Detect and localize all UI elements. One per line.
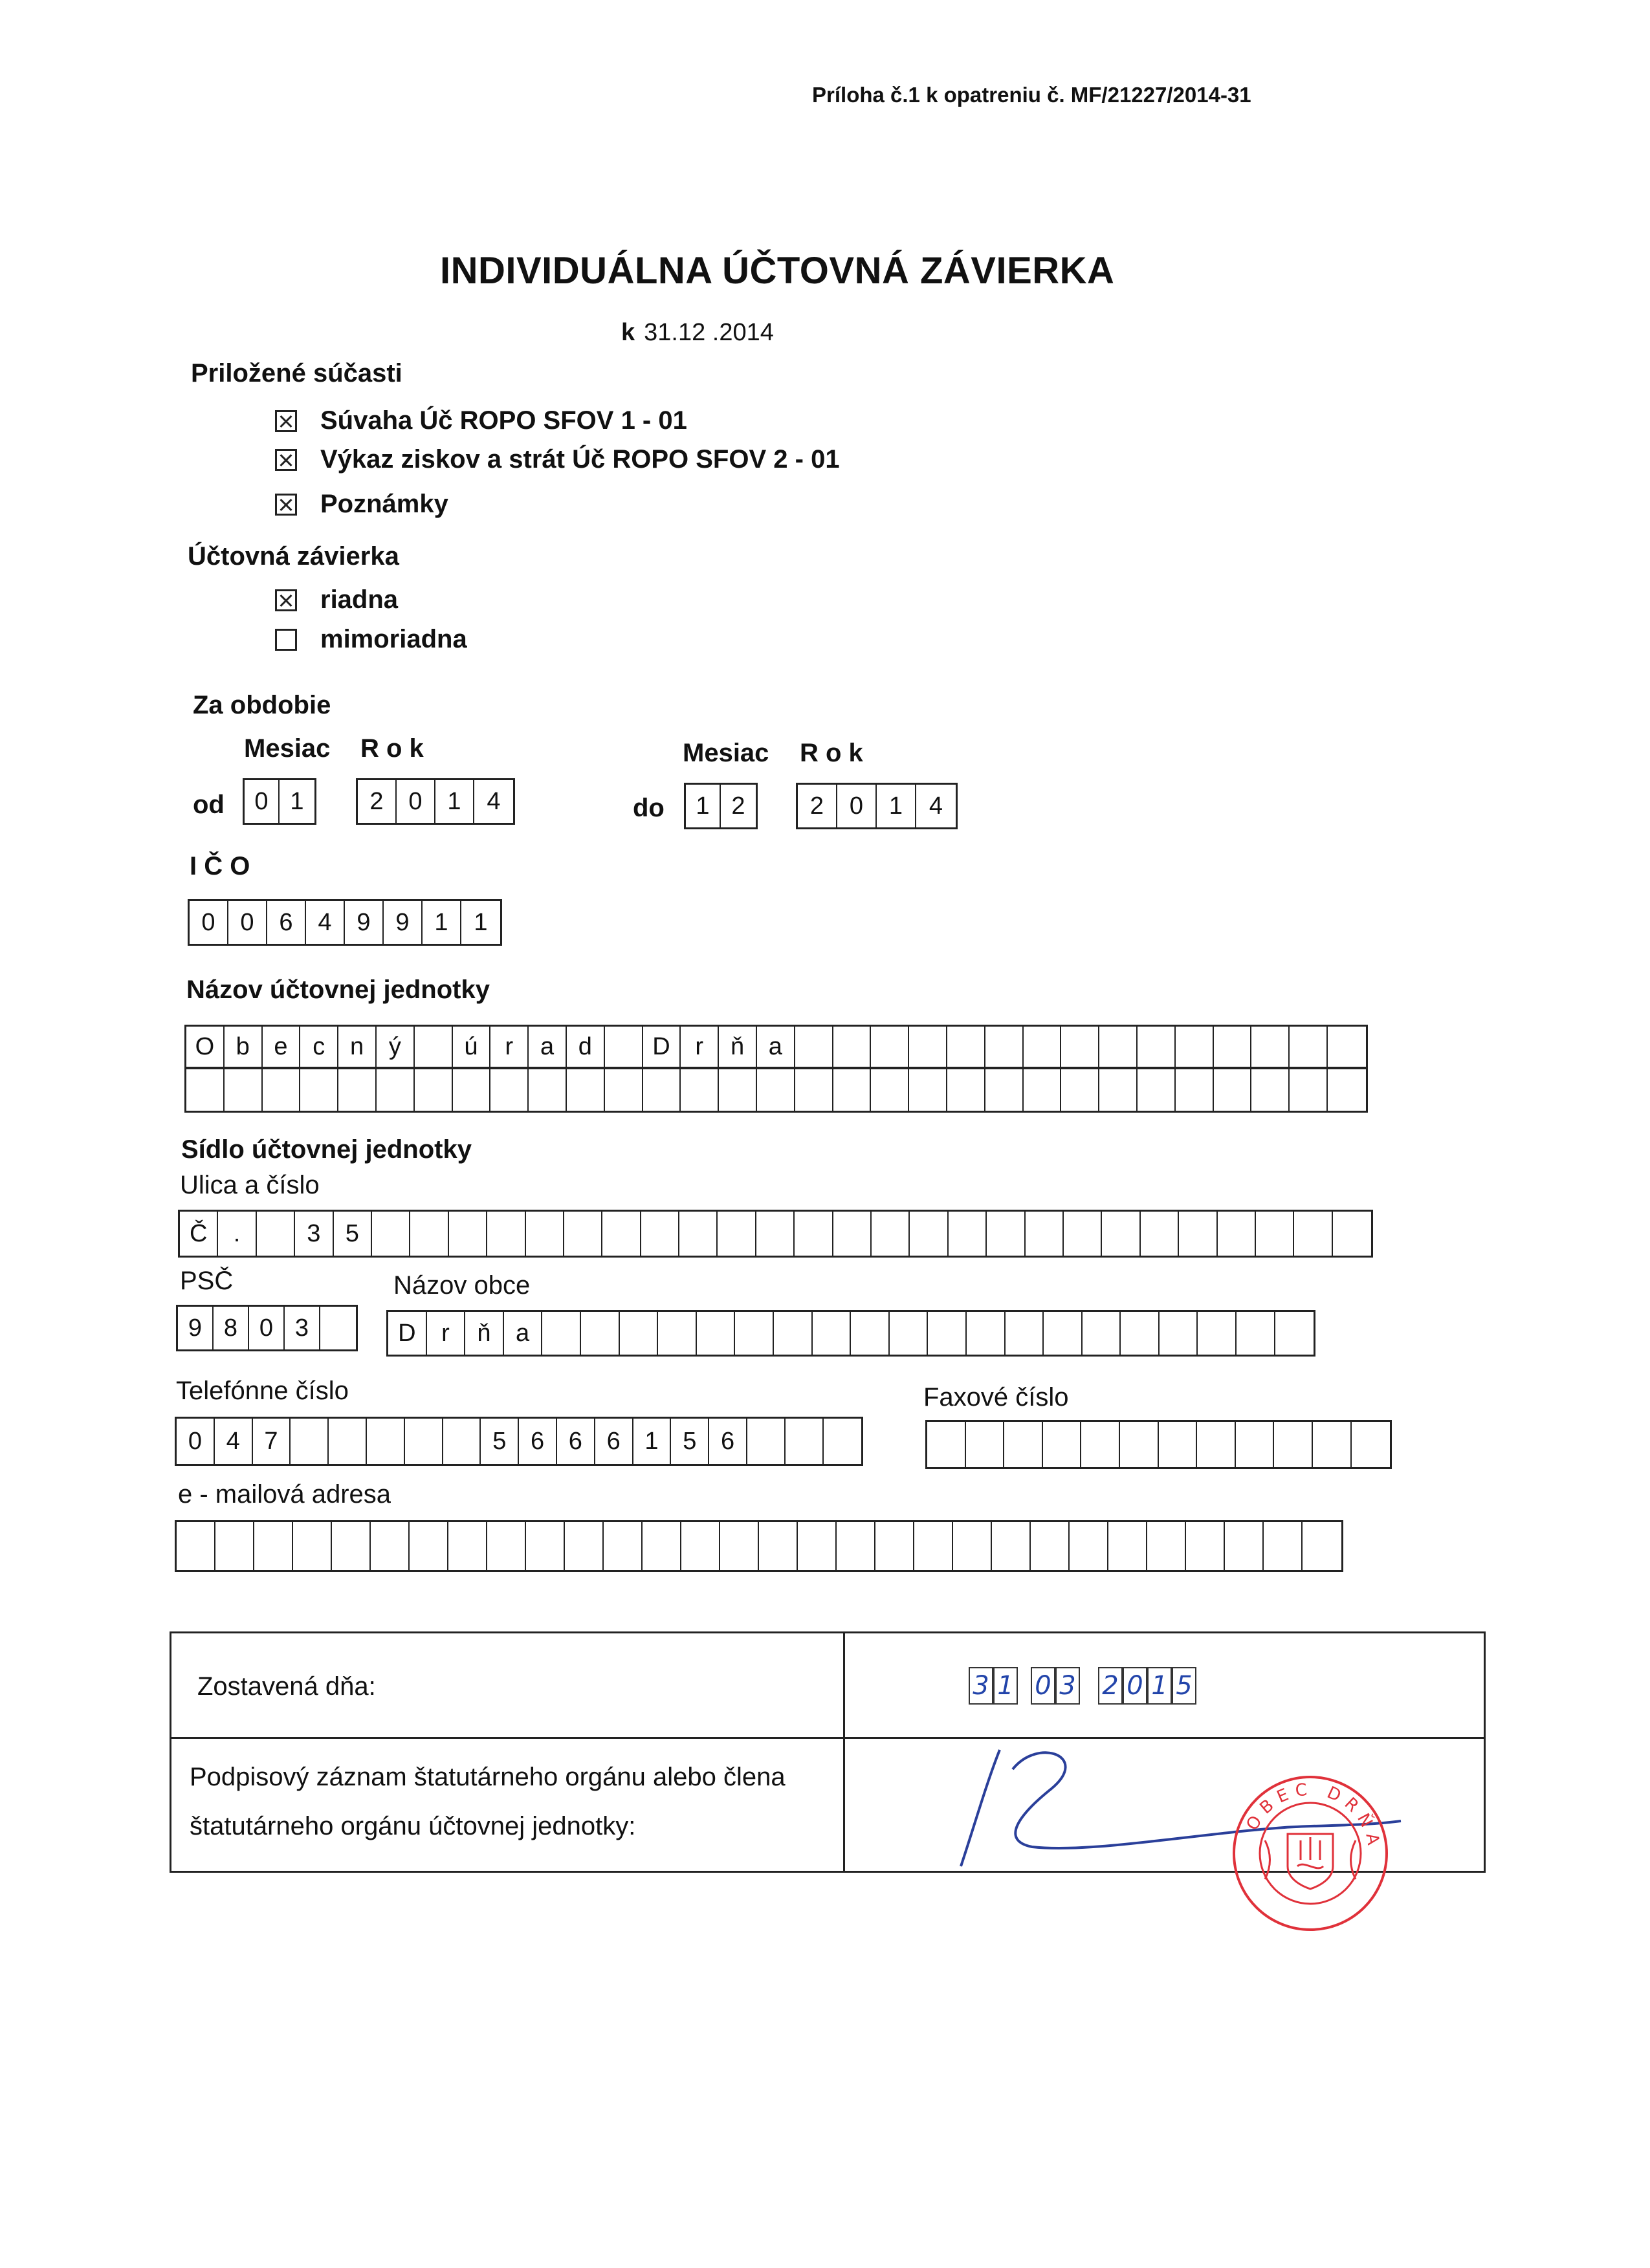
char-box[interactable] <box>415 1069 453 1111</box>
char-box[interactable] <box>1099 1027 1138 1067</box>
char-box[interactable] <box>747 1419 786 1464</box>
char-box[interactable] <box>1121 1312 1160 1355</box>
char-box[interactable] <box>697 1312 736 1355</box>
char-box[interactable] <box>759 1522 798 1570</box>
psc-field[interactable] <box>176 1305 358 1351</box>
from-year-label: R o k <box>360 734 424 763</box>
entity-name-label: Názov účtovnej jednotky <box>186 976 490 1004</box>
street-label: Ulica a číslo <box>180 1171 320 1199</box>
char-box[interactable] <box>1024 1069 1062 1111</box>
handwritten-digit-box: 1 <box>993 1667 1018 1705</box>
annex-note: Príloha č.1 k opatreniu č. MF/21227/2014-31 <box>812 83 1251 107</box>
char-box[interactable] <box>1237 1312 1275 1355</box>
char-box[interactable] <box>798 1522 837 1570</box>
char-box[interactable]: r <box>681 1027 719 1067</box>
handwritten-digit-box: 2 <box>1098 1667 1123 1705</box>
email-label: e - mailová adresa <box>178 1480 391 1509</box>
compiled-date-label: Zostavená dňa: <box>197 1672 376 1701</box>
char-box[interactable]: 0 <box>228 901 267 944</box>
char-box[interactable] <box>487 1522 526 1570</box>
char-box[interactable] <box>338 1069 377 1111</box>
ico-field[interactable] <box>188 899 502 946</box>
street-field[interactable] <box>178 1210 1373 1258</box>
checkbox-label: Súvaha Úč ROPO SFOV 1 - 01 <box>320 406 687 435</box>
char-box[interactable]: d <box>567 1027 605 1067</box>
entity-name-row-2[interactable] <box>184 1067 1368 1113</box>
char-box[interactable] <box>1081 1422 1120 1467</box>
char-box[interactable]: 9 <box>178 1307 214 1349</box>
checkbox-label: Poznámky <box>320 490 448 518</box>
svg-text:OBEC DRŇA <box>1243 1780 1384 1853</box>
char-box[interactable]: 5 <box>334 1212 372 1256</box>
char-box[interactable] <box>526 1522 565 1570</box>
char-box[interactable] <box>872 1212 910 1256</box>
char-box[interactable] <box>605 1027 643 1067</box>
char-box[interactable] <box>1197 1422 1236 1467</box>
char-box[interactable] <box>910 1212 948 1256</box>
char-box[interactable] <box>1275 1312 1314 1355</box>
char-box[interactable] <box>679 1212 718 1256</box>
char-box[interactable] <box>756 1212 795 1256</box>
char-box[interactable] <box>1303 1522 1341 1570</box>
statement-type-heading: Účtovná závierka <box>188 542 399 571</box>
char-box[interactable] <box>927 1422 966 1467</box>
char-box[interactable]: 3 <box>285 1307 320 1349</box>
to-label: do <box>633 794 665 822</box>
from-month-label: Mesiac <box>244 734 331 763</box>
compiled-day[interactable] <box>969 1667 1018 1705</box>
char-box[interactable]: r <box>427 1312 466 1355</box>
handwritten-digit-box: 1 <box>1147 1667 1172 1705</box>
char-box[interactable] <box>1064 1212 1102 1256</box>
checkbox-checked[interactable] <box>275 449 297 471</box>
char-box[interactable]: 1 <box>290 787 304 815</box>
handwritten-digit-box: 3 <box>969 1667 993 1705</box>
char-box[interactable] <box>1061 1069 1099 1111</box>
char-box[interactable] <box>992 1522 1031 1570</box>
char-box[interactable] <box>643 1069 681 1111</box>
char-box[interactable]: 1 <box>877 785 916 827</box>
char-box[interactable]: a <box>529 1027 567 1067</box>
as-of-prefix: k <box>621 319 635 346</box>
char-box[interactable] <box>681 1069 719 1111</box>
char-box[interactable] <box>291 1419 329 1464</box>
char-box[interactable] <box>254 1522 293 1570</box>
char-box[interactable] <box>1256 1212 1294 1256</box>
char-box[interactable] <box>415 1027 453 1067</box>
compiled-year[interactable] <box>1098 1667 1196 1705</box>
char-box[interactable] <box>225 1069 263 1111</box>
char-box[interactable] <box>1264 1522 1303 1570</box>
checkbox-label: Výkaz ziskov a strát Úč ROPO SFOV 2 - 01 <box>320 445 840 474</box>
char-box[interactable]: a <box>504 1312 543 1355</box>
char-box[interactable] <box>851 1312 890 1355</box>
char-box[interactable]: 9 <box>345 901 384 944</box>
char-box[interactable]: 3 <box>295 1212 333 1256</box>
char-box[interactable] <box>332 1522 371 1570</box>
char-box[interactable] <box>487 1212 525 1256</box>
char-box[interactable] <box>526 1212 564 1256</box>
char-box[interactable] <box>1083 1312 1121 1355</box>
char-box[interactable]: e <box>263 1027 301 1067</box>
char-box[interactable] <box>1328 1027 1366 1067</box>
char-box[interactable] <box>1070 1522 1108 1570</box>
char-box[interactable] <box>813 1312 852 1355</box>
checkbox-unchecked[interactable] <box>275 629 297 651</box>
char-box[interactable] <box>1099 1069 1138 1111</box>
table-divider-horizontal <box>171 1737 1484 1739</box>
char-box[interactable] <box>1141 1212 1179 1256</box>
char-box[interactable] <box>1102 1212 1140 1256</box>
char-box[interactable] <box>320 1307 356 1349</box>
char-box[interactable] <box>257 1212 295 1256</box>
table-divider-vertical <box>843 1633 845 1871</box>
char-box[interactable]: 0 <box>177 1419 215 1464</box>
to-year-field[interactable] <box>796 783 958 829</box>
char-box[interactable] <box>1004 1422 1043 1467</box>
char-box[interactable]: 4 <box>215 1419 253 1464</box>
document-title: INDIVIDUÁLNA ÚČTOVNÁ ZÁVIERKA <box>440 250 1115 292</box>
char-box[interactable] <box>985 1069 1024 1111</box>
char-box[interactable]: ň <box>465 1312 504 1355</box>
char-box[interactable]: 6 <box>267 901 306 944</box>
checkbox-checked[interactable] <box>275 494 297 516</box>
char-box[interactable]: 6 <box>595 1419 633 1464</box>
char-box[interactable] <box>947 1027 985 1067</box>
statement-type-extraordinary[interactable] <box>275 625 467 654</box>
signature-label-line-2: štatutárneho orgánu účtovnej jednotky: <box>190 1812 636 1840</box>
as-of-date <box>621 319 774 347</box>
char-box[interactable]: a <box>757 1027 795 1067</box>
char-box[interactable] <box>1176 1027 1214 1067</box>
char-box[interactable] <box>966 1422 1005 1467</box>
char-box[interactable] <box>643 1522 681 1570</box>
char-box[interactable] <box>1159 1422 1198 1467</box>
char-box[interactable] <box>795 1069 833 1111</box>
char-box[interactable] <box>641 1212 679 1256</box>
char-box[interactable] <box>1160 1312 1198 1355</box>
checkbox-checked[interactable] <box>275 589 297 611</box>
char-box[interactable] <box>1218 1212 1256 1256</box>
char-box[interactable] <box>1214 1027 1252 1067</box>
char-box[interactable] <box>1138 1069 1176 1111</box>
to-year-label: R o k <box>800 739 863 767</box>
char-box[interactable] <box>909 1027 947 1067</box>
char-box[interactable] <box>186 1069 225 1111</box>
char-box[interactable] <box>367 1419 405 1464</box>
signature-label-line-1: Podpisový záznam štatutárneho orgánu alebo člena <box>190 1763 786 1791</box>
char-box[interactable] <box>1328 1069 1366 1111</box>
char-box[interactable] <box>909 1069 947 1111</box>
char-box[interactable] <box>1044 1312 1083 1355</box>
char-box[interactable] <box>1031 1522 1070 1570</box>
char-box[interactable]: 2 <box>358 780 397 823</box>
char-box[interactable] <box>718 1212 756 1256</box>
char-box[interactable] <box>824 1419 862 1464</box>
char-box[interactable] <box>448 1522 487 1570</box>
char-box[interactable] <box>1352 1422 1391 1467</box>
char-box[interactable] <box>837 1522 875 1570</box>
char-box[interactable]: 9 <box>384 901 423 944</box>
char-box[interactable] <box>890 1312 929 1355</box>
compiled-month[interactable] <box>1031 1667 1080 1705</box>
char-box[interactable] <box>293 1522 332 1570</box>
email-field[interactable] <box>175 1520 1343 1572</box>
char-box[interactable] <box>1026 1212 1064 1256</box>
char-box[interactable] <box>542 1312 581 1355</box>
from-month-field[interactable] <box>243 778 316 825</box>
handwritten-digit-box: 0 <box>1123 1667 1147 1705</box>
char-box[interactable]: 0 <box>397 780 435 823</box>
entity-name-row-1[interactable] <box>184 1025 1368 1069</box>
char-box[interactable] <box>720 1522 759 1570</box>
char-box[interactable] <box>490 1069 529 1111</box>
char-box[interactable] <box>410 1522 448 1570</box>
char-box[interactable]: 4 <box>929 792 943 820</box>
char-box[interactable]: 4 <box>487 787 501 815</box>
stamp-text: OBEC DRŇA <box>1242 1780 1384 1853</box>
char-box[interactable]: 0 <box>245 780 280 823</box>
char-box[interactable] <box>871 1069 909 1111</box>
char-box[interactable] <box>875 1522 914 1570</box>
ico-label: I Č O <box>190 852 250 880</box>
checkbox-checked[interactable] <box>275 410 297 432</box>
phone-label: Telefónne číslo <box>176 1377 349 1405</box>
char-box[interactable]: 2 <box>731 792 745 820</box>
char-box[interactable] <box>377 1069 415 1111</box>
char-box[interactable] <box>453 1069 491 1111</box>
phone-field[interactable] <box>175 1417 863 1466</box>
char-box[interactable]: 0 <box>249 1307 285 1349</box>
checkbox-label: mimoriadna <box>320 625 467 653</box>
char-box[interactable] <box>719 1069 757 1111</box>
char-box[interactable] <box>914 1522 953 1570</box>
char-box[interactable] <box>263 1069 301 1111</box>
char-box[interactable]: . <box>218 1212 256 1256</box>
char-box[interactable] <box>1290 1069 1328 1111</box>
psc-label: PSČ <box>180 1267 234 1295</box>
char-box[interactable]: 6 <box>519 1419 557 1464</box>
char-box[interactable] <box>871 1027 909 1067</box>
char-box[interactable]: 1 <box>686 785 721 827</box>
char-box[interactable] <box>987 1212 1025 1256</box>
fax-field[interactable] <box>925 1420 1392 1469</box>
char-box[interactable] <box>1147 1522 1186 1570</box>
char-box[interactable] <box>372 1212 410 1256</box>
char-box[interactable] <box>620 1312 659 1355</box>
char-box[interactable] <box>1043 1422 1082 1467</box>
char-box[interactable] <box>1274 1422 1313 1467</box>
handwritten-digit-box: 3 <box>1055 1667 1080 1705</box>
town-label: Názov obce <box>393 1271 531 1300</box>
char-box[interactable] <box>658 1312 697 1355</box>
char-box[interactable] <box>1290 1027 1328 1067</box>
char-box[interactable]: 8 <box>214 1307 249 1349</box>
char-box[interactable]: 1 <box>633 1419 672 1464</box>
char-box[interactable] <box>1294 1212 1332 1256</box>
char-box[interactable]: 0 <box>190 901 228 944</box>
attachments-heading: Priložené súčasti <box>191 359 402 387</box>
as-of-value: 31.12 .2014 <box>644 319 774 346</box>
char-box[interactable]: ú <box>453 1027 491 1067</box>
checkbox-label: riadna <box>320 585 399 614</box>
char-box[interactable] <box>1251 1027 1290 1067</box>
char-box[interactable] <box>329 1419 367 1464</box>
handwritten-digit-box: 5 <box>1172 1667 1196 1705</box>
to-month-field[interactable] <box>684 783 758 829</box>
char-box[interactable] <box>1006 1312 1044 1355</box>
char-box[interactable] <box>567 1069 605 1111</box>
char-box[interactable]: 4 <box>306 901 345 944</box>
char-box[interactable] <box>1024 1027 1062 1067</box>
char-box[interactable]: 1 <box>474 908 488 936</box>
char-box[interactable] <box>1198 1312 1237 1355</box>
handwritten-digit-box: 0 <box>1031 1667 1055 1705</box>
char-box[interactable]: O <box>186 1027 225 1067</box>
char-box[interactable]: D <box>388 1312 427 1355</box>
char-box[interactable] <box>300 1069 338 1111</box>
char-box[interactable]: 2 <box>798 785 837 827</box>
char-box[interactable] <box>735 1312 774 1355</box>
char-box[interactable] <box>967 1312 1006 1355</box>
char-box[interactable] <box>410 1212 448 1256</box>
char-box[interactable] <box>1061 1027 1099 1067</box>
char-box[interactable]: Č <box>180 1212 218 1256</box>
char-box[interactable]: ň <box>719 1027 757 1067</box>
period-heading: Za obdobie <box>193 691 331 719</box>
char-box[interactable] <box>1120 1422 1159 1467</box>
char-box[interactable] <box>1108 1522 1147 1570</box>
statement-type-regular[interactable] <box>275 585 398 615</box>
char-box[interactable] <box>1176 1069 1214 1111</box>
char-box[interactable]: 6 <box>709 1419 747 1464</box>
char-box[interactable] <box>1236 1422 1275 1467</box>
char-box[interactable] <box>215 1522 254 1570</box>
char-box[interactable]: 5 <box>481 1419 519 1464</box>
char-box[interactable] <box>1138 1027 1176 1067</box>
char-box[interactable] <box>177 1522 215 1570</box>
char-box[interactable] <box>795 1027 833 1067</box>
char-box[interactable] <box>985 1027 1024 1067</box>
to-month-label: Mesiac <box>683 739 769 767</box>
seat-heading: Sídlo účtovnej jednotky <box>181 1135 472 1164</box>
char-box[interactable] <box>833 1212 872 1256</box>
char-box[interactable] <box>529 1069 567 1111</box>
char-box[interactable] <box>1186 1522 1225 1570</box>
char-box[interactable] <box>681 1522 720 1570</box>
char-box[interactable] <box>1225 1522 1264 1570</box>
town-field[interactable] <box>386 1310 1315 1357</box>
char-box[interactable] <box>1214 1069 1252 1111</box>
char-box[interactable] <box>947 1069 985 1111</box>
char-box[interactable]: 0 <box>837 785 877 827</box>
char-box[interactable] <box>953 1522 992 1570</box>
char-box[interactable]: ý <box>377 1027 415 1067</box>
char-box[interactable]: n <box>338 1027 377 1067</box>
char-box[interactable] <box>1251 1069 1290 1111</box>
char-box[interactable]: b <box>225 1027 263 1067</box>
char-box[interactable] <box>604 1522 643 1570</box>
char-box[interactable] <box>833 1027 872 1067</box>
char-box[interactable] <box>786 1419 824 1464</box>
char-box[interactable]: 5 <box>671 1419 709 1464</box>
char-box[interactable] <box>774 1312 813 1355</box>
char-box[interactable] <box>371 1522 410 1570</box>
char-box[interactable] <box>757 1069 795 1111</box>
char-box[interactable] <box>1333 1212 1371 1256</box>
char-box[interactable] <box>443 1419 481 1464</box>
char-box[interactable] <box>405 1419 443 1464</box>
char-box[interactable]: 1 <box>423 901 461 944</box>
official-stamp-seal <box>1226 1769 1394 1937</box>
char-box[interactable]: 1 <box>435 780 474 823</box>
char-box[interactable] <box>928 1312 967 1355</box>
from-year-field[interactable] <box>356 778 515 825</box>
char-box[interactable] <box>795 1212 833 1256</box>
from-label: od <box>193 791 225 819</box>
char-box[interactable] <box>605 1069 643 1111</box>
char-box[interactable]: r <box>490 1027 529 1067</box>
char-box[interactable]: 6 <box>557 1419 595 1464</box>
attachment-notes[interactable] <box>275 490 448 519</box>
char-box[interactable] <box>581 1312 620 1355</box>
char-box[interactable]: D <box>643 1027 681 1067</box>
char-box[interactable] <box>833 1069 872 1111</box>
attachment-balance-sheet[interactable] <box>275 406 687 435</box>
char-box[interactable] <box>565 1522 604 1570</box>
char-box[interactable] <box>949 1212 987 1256</box>
char-box[interactable]: c <box>300 1027 338 1067</box>
fax-label: Faxové číslo <box>923 1383 1069 1412</box>
char-box[interactable]: 7 <box>253 1419 291 1464</box>
char-box[interactable] <box>1313 1422 1352 1467</box>
char-box[interactable] <box>564 1212 602 1256</box>
char-box[interactable] <box>1179 1212 1217 1256</box>
attachment-income-statement[interactable] <box>275 445 840 474</box>
char-box[interactable] <box>449 1212 487 1256</box>
signature-table <box>170 1631 1486 1873</box>
char-box[interactable] <box>602 1212 641 1256</box>
